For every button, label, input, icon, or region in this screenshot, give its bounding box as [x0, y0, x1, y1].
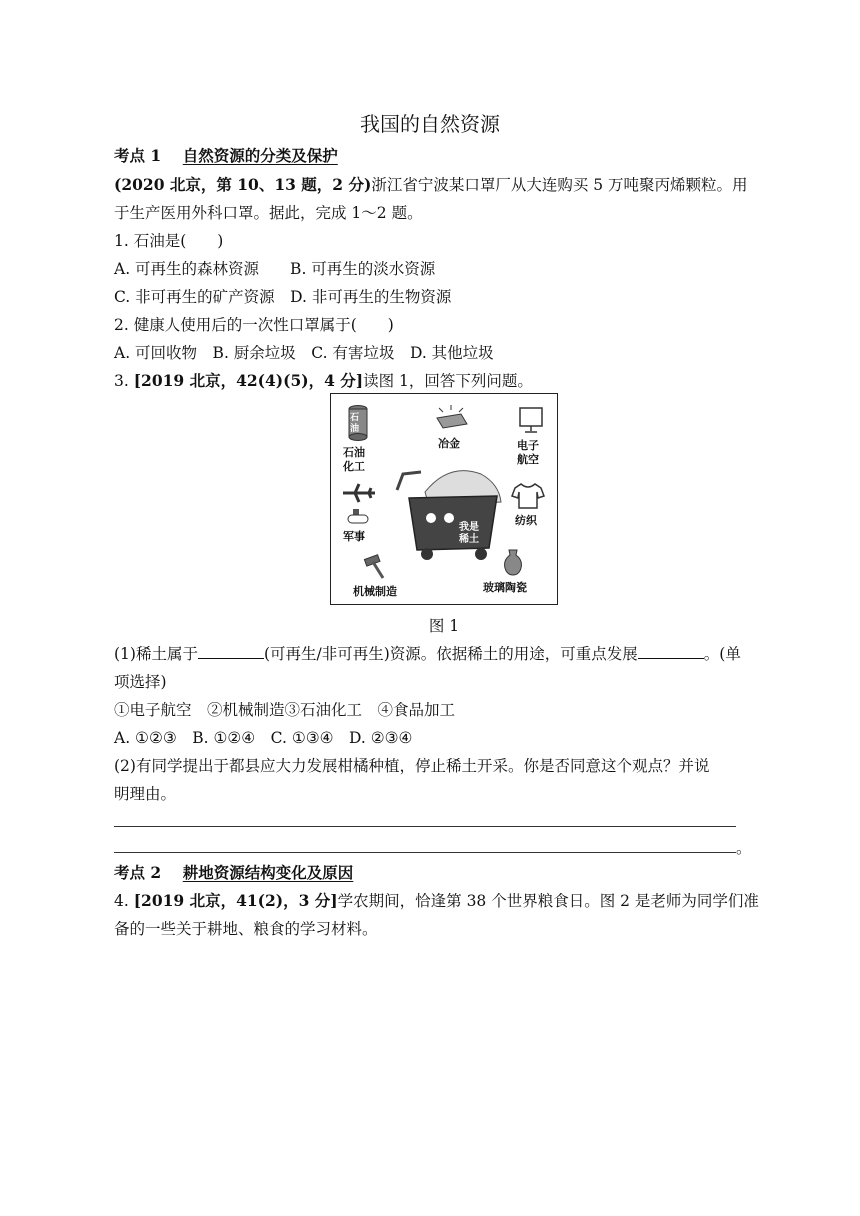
section-heading-2	[114, 863, 353, 883]
question-3-source: [2019 北京，42(4)(5)，4 分]	[133, 371, 364, 390]
electronics-aviation-label: 电子 航空	[517, 439, 539, 466]
intro-source: (2020 北京，第 10、13 题，2 分)	[114, 175, 372, 194]
section-title: 自然资源的分类及保护	[182, 146, 338, 165]
blank-1[interactable]	[198, 644, 264, 659]
intro-line-2: 于生产医用外科口罩。据此，完成 1～2 题。	[114, 204, 423, 222]
vase-icon	[501, 548, 525, 576]
blank-2[interactable]	[638, 644, 704, 659]
figure-1-caption: 图 1	[428, 617, 460, 635]
shirt-icon	[511, 482, 545, 510]
question-3-options: A. ①②③ B. ①②④ C. ①③④ D. ②③④	[114, 729, 413, 747]
question-2-options: A. 可回收物 B. 厨余垃圾 C. 有害垃圾 D. 其他垃圾	[114, 344, 494, 362]
question-3-text: 读图 1，回答下列问题。	[363, 372, 533, 390]
question-3-choices: ①电子航空 ②机械制造③石油化工 ④食品加工	[114, 701, 456, 719]
machinery-label: 机械制造	[353, 585, 397, 598]
petrochemical-label: 石油 化工	[343, 446, 365, 473]
section-number: 考点 2	[114, 863, 162, 882]
question-4-text: 学农期间，恰逢第 38 个世界粮食日。图 2 是老师为同学们准	[337, 892, 759, 910]
question-1-options-cd: C. 非可再生的矿产资源 D. 非可再生的生物资源	[114, 288, 452, 306]
tank-icon	[345, 507, 371, 527]
page-title: 我国的自然资源	[360, 112, 500, 136]
question-1-options-ab: A. 可再生的森林资源 B. 可再生的淡水资源	[114, 260, 436, 278]
question-4-number: 4.	[114, 892, 134, 910]
question-3-part-2: (2)有同学提出于都县应大力发展柑橘种植，停止稀土开采。你是否同意这个观点？并说	[114, 757, 710, 775]
section-number: 考点 1	[114, 146, 162, 165]
rare-earth-label: 我是 稀土	[459, 522, 479, 545]
question-1: 1. 石油是( )	[114, 232, 224, 250]
computer-monitor-icon	[518, 406, 544, 434]
answer-line-1[interactable]	[114, 826, 736, 827]
question-4-line-2: 备的一些关于耕地、粮食的学习材料。	[114, 920, 378, 938]
question-4	[114, 891, 759, 911]
section-title: 耕地资源结构变化及原因	[182, 863, 354, 882]
ceramics-label: 玻璃陶瓷	[483, 581, 527, 594]
answer-line-2[interactable]	[114, 852, 736, 853]
intro-text: 浙江省宁波某口罩厂从大连购买 5 万吨聚丙烯颗粒。用	[371, 176, 748, 194]
question-3-part-1-line-2: 项选择)	[114, 673, 167, 691]
airplane-icon	[341, 482, 377, 504]
question-3	[114, 371, 533, 391]
question-3-part-1: (1)稀土属于 (可再生/非可再生)资源。依据稀土的用途，可重点发展 。(单	[114, 645, 741, 663]
military-label: 军事	[343, 530, 365, 543]
question-2: 2. 健康人使用后的一次性口罩属于( )	[114, 316, 394, 334]
metal-ingot-icon	[431, 404, 471, 432]
intro-line-1	[114, 175, 748, 195]
hammer-icon	[361, 554, 389, 580]
oil-barrel-label: 石 油	[350, 413, 360, 434]
mine-cart-icon	[389, 462, 509, 562]
question-3-part-2-line-2: 明理由。	[114, 785, 177, 803]
section-heading-1	[114, 146, 338, 166]
metallurgy-label: 冶金	[438, 437, 460, 450]
figure-1	[330, 393, 558, 605]
textile-label: 纺织	[515, 514, 537, 527]
answer-end-mark: 。	[736, 839, 752, 857]
question-4-source: [2019 北京，41(2)，3 分]	[133, 891, 338, 910]
question-3-number: 3.	[114, 372, 134, 390]
